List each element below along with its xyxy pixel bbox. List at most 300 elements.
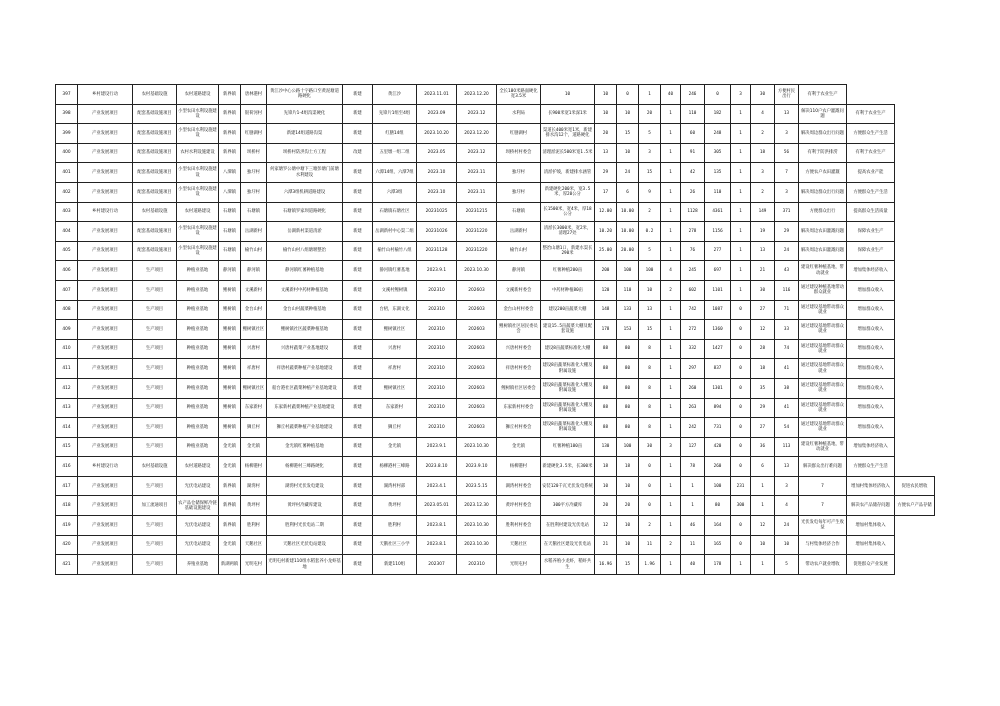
table-cell: 18 — [751, 359, 775, 379]
table-cell: 通过建设基地带动群众就业 — [799, 320, 847, 340]
table-cell: 2023.12 — [457, 143, 497, 163]
table-cell: 1 — [661, 516, 681, 536]
table-cell: 29 — [751, 398, 775, 418]
table-cell: 金台山村 — [241, 300, 267, 320]
table-cell: 56 — [775, 143, 799, 163]
table-cell: 黄坪村 — [373, 496, 417, 516]
table-row — [56, 437, 935, 457]
table-cell: 20 — [595, 496, 617, 516]
table-cell: 245 — [681, 261, 705, 281]
table-cell: 88 — [595, 339, 617, 359]
table-cell: 110 — [705, 182, 731, 202]
table-cell: 10 — [617, 143, 639, 163]
table-cell: 41 — [775, 398, 799, 418]
table-cell: 397 — [56, 85, 78, 105]
table-cell: 方便群众生产生活 — [847, 182, 895, 202]
table-cell: 33 — [775, 320, 799, 340]
table-cell: 岳湖新村 — [497, 222, 541, 242]
table-cell: 水利局 — [497, 104, 541, 124]
table-cell: 2023.12.20 — [457, 124, 497, 144]
table-cell: 410 — [56, 339, 78, 359]
table-cell: 湖湾村 — [241, 476, 267, 496]
table-cell: 202310 — [417, 320, 457, 340]
table-cell: 胜利村 — [241, 516, 267, 536]
table-cell: 300 — [731, 496, 751, 516]
table-cell: 新建 — [343, 300, 373, 320]
table-cell: 407 — [56, 280, 78, 300]
table-cell: 加工流通项目 — [133, 496, 177, 516]
table-cell: 202307 — [417, 555, 457, 575]
table-cell: 2023.5.15 — [457, 476, 497, 496]
table-cell: 24 — [775, 241, 799, 261]
table-cell: 202603 — [457, 300, 497, 320]
table-cell: 船台港社区蔬菜种植产业基地建设 — [267, 378, 343, 398]
table-cell: 731 — [705, 418, 731, 438]
table-cell: 产业发展项目 — [78, 339, 133, 359]
table-cell: 40 — [681, 555, 705, 575]
table-cell: 3 — [731, 85, 751, 105]
table-cell: 祥唐村蔬菜种植产业基地建设 — [267, 359, 343, 379]
table-cell: 解决群众出行难问题 — [799, 457, 847, 477]
table-cell: 10 — [751, 535, 775, 555]
table-cell: 412 — [56, 378, 78, 398]
table-cell: 371 — [775, 202, 799, 222]
table-cell: 新建 — [343, 398, 373, 418]
table-row — [56, 222, 935, 242]
table-cell: 305 — [705, 143, 731, 163]
table-cell: 2023.10.30 — [457, 516, 497, 536]
table-cell: 鲤树镇 — [219, 398, 241, 418]
table-cell: 新界镇 — [219, 104, 241, 124]
table-cell: 新建 — [343, 320, 373, 340]
table-cell: 建设200亩蔬菜大棚 — [541, 300, 595, 320]
table-cell: 417 — [56, 476, 78, 496]
table-cell: 0 — [705, 85, 731, 105]
table-cell: 1 — [661, 143, 681, 163]
table-cell: 2023.10.30 — [457, 535, 497, 555]
table-cell: 416 — [56, 457, 78, 477]
table-cell: 农村基础设施 — [133, 202, 177, 222]
table-cell: 鲤树镇社区 — [241, 378, 267, 398]
table-cell: 鲤树镇 — [219, 280, 241, 300]
table-cell: 1 — [661, 163, 681, 183]
table-cell: 渠道长400米宽1米，新建排水沟12个，道路硬化 — [541, 124, 595, 144]
table-cell: 21 — [751, 261, 775, 281]
table-cell: 小型农田水利设施建设 — [177, 241, 219, 261]
table-cell: 产业发展项目 — [78, 496, 133, 516]
table-cell: 通过建设基地带动群众就业 — [799, 378, 847, 398]
table-cell: 415 — [56, 437, 78, 457]
table-row — [56, 555, 935, 575]
table-cell: 配套基础设施项目 — [133, 182, 177, 202]
table-cell: 小型农田水利设施建设 — [177, 182, 219, 202]
table-cell: 鲤树镇社区居民委员会 — [497, 320, 541, 340]
table-cell: 127 — [681, 437, 705, 457]
table-cell: 兴唐村蔬菜产业基地建设 — [267, 339, 343, 359]
table-cell: 与村集体经济合作 — [799, 535, 847, 555]
table-cell: 2023.10 — [417, 163, 457, 183]
table-cell: 湖湾村村委会 — [497, 476, 541, 496]
table-cell: 生产项目 — [133, 320, 177, 340]
table-cell: 新建14组道路沟渠 — [267, 124, 343, 144]
table-cell: 400 — [56, 143, 78, 163]
table-cell: 405 — [56, 241, 78, 261]
table-cell: 165 — [705, 535, 731, 555]
project-table — [55, 84, 935, 575]
table-cell: 80 — [617, 359, 639, 379]
table-cell: 15 — [639, 163, 661, 183]
table-cell: 20 — [595, 124, 617, 144]
table-cell: 湖湾村光伏发电建设 — [267, 476, 343, 496]
table-cell: 246 — [681, 85, 705, 105]
table-cell: 10.00 — [617, 202, 639, 222]
table-cell: 1 — [661, 124, 681, 144]
table-cell: 1 — [751, 476, 775, 496]
table-cell: 2023.11 — [457, 182, 497, 202]
table-cell: 增加群众收入 — [847, 398, 895, 418]
table-cell: 乡村建设行动 — [78, 202, 133, 222]
table-cell: 894 — [705, 398, 731, 418]
table-cell: 409 — [56, 320, 78, 340]
table-cell: 配套基础设施项目 — [133, 163, 177, 183]
table-cell: 420 — [56, 535, 78, 555]
table-cell: 生产项目 — [133, 437, 177, 457]
table-cell: 0 — [731, 320, 751, 340]
table-cell: 有利于防洪排涝 — [799, 143, 847, 163]
table-cell: 202310 — [417, 378, 457, 398]
table-row — [56, 300, 935, 320]
table-cell: 20 — [639, 104, 661, 124]
table-cell: 1087 — [705, 300, 731, 320]
table-cell: 农村道路建设 — [177, 457, 219, 477]
table-cell: 9 — [639, 182, 661, 202]
table-cell: 红膳14组 — [373, 124, 417, 144]
table-cell: 种植业基地 — [177, 418, 219, 438]
table-cell: 202603 — [457, 339, 497, 359]
table-cell: 4361 — [705, 202, 731, 222]
table-cell: 0.2 — [639, 222, 661, 242]
table-cell: 产业发展项目 — [78, 555, 133, 575]
table-cell: 2023.8.1 — [417, 535, 457, 555]
table-cell: 东家新村 — [373, 398, 417, 418]
table-cell: 产业发展项目 — [78, 182, 133, 202]
table-cell: 13 — [751, 241, 775, 261]
table-cell: 岳湖新村渠道清淤 — [267, 222, 343, 242]
table-cell: 新建硬化200米，宽3.5米，厚20公分 — [541, 182, 595, 202]
table-cell: 1 — [731, 555, 751, 575]
table-cell: 36 — [751, 437, 775, 457]
table-cell: 2023.12.30 — [457, 496, 497, 516]
table-cell: 金光镇 — [373, 437, 417, 457]
table-cell: 胜利村村委会 — [497, 516, 541, 536]
table-cell: 种植业基地 — [177, 359, 219, 379]
table-cell: 生产项目 — [133, 261, 177, 281]
table-cell: 60 — [681, 124, 705, 144]
table-cell: 20231220 — [457, 222, 497, 242]
table-row — [56, 496, 935, 516]
table-cell: 新建 — [343, 378, 373, 398]
table-cell: 解决110户农户灌溉问题 — [799, 104, 847, 124]
table-cell: 生产项目 — [133, 555, 177, 575]
table-cell: 80 — [617, 378, 639, 398]
table-cell: 岳湖新村 — [241, 222, 267, 242]
table-cell: 祥唐村 — [373, 359, 417, 379]
table-cell: 153 — [617, 320, 639, 340]
table-cell: 2023.12 — [457, 104, 497, 124]
table-cell: 2023.10.30 — [457, 261, 497, 281]
table-cell: 15 — [617, 124, 639, 144]
table-cell: 3 — [751, 163, 775, 183]
table-cell: 金光镇红薯种植基地 — [267, 437, 343, 457]
table-cell: 0 — [639, 476, 661, 496]
table-cell: 配套基础设施项目 — [133, 143, 177, 163]
table-cell: 0 — [639, 496, 661, 516]
table-cell: 方便农户产品存储 — [895, 496, 935, 516]
table-cell: 10 — [617, 104, 639, 124]
table-cell: 1 — [751, 555, 775, 575]
table-cell: 10 — [617, 516, 639, 536]
table-cell: 金光镇 — [497, 437, 541, 457]
table-cell: 鲤树镇社区 — [373, 320, 417, 340]
table-cell: 2 — [661, 535, 681, 555]
table-cell: 长1500米，宽4米，厚18公分 — [541, 202, 595, 222]
table-cell: 202310 — [417, 398, 457, 418]
table-cell: 独圩村 — [497, 182, 541, 202]
table-cell: 2 — [639, 202, 661, 222]
table-cell: 农村道路建设 — [177, 202, 219, 222]
table-cell: 新建 — [343, 457, 373, 477]
table-cell: 鲤树镇 — [219, 300, 241, 320]
table-cell: 狮丘村 — [241, 418, 267, 438]
table-cell: 文溪新村委会 — [497, 280, 541, 300]
table-cell: 解决周边群众出行问题 — [799, 182, 847, 202]
table-cell: 配套基础设施项目 — [133, 104, 177, 124]
table-cell: 种植业基地 — [177, 261, 219, 281]
table-cell: 鲤树镇 — [219, 378, 241, 398]
table-cell: 小型农田水利设施建设 — [177, 124, 219, 144]
table-cell: 164 — [705, 516, 731, 536]
table-cell: 产业发展项目 — [78, 378, 133, 398]
table-cell: 红膳湖村 — [497, 124, 541, 144]
table-row — [56, 202, 935, 222]
table-cell: 7 — [799, 476, 847, 496]
table-cell: 420 — [705, 437, 731, 457]
table-cell: 生产项目 — [133, 516, 177, 536]
table-cell: 增加村集体收入 — [847, 535, 895, 555]
table-cell: 113 — [775, 437, 799, 457]
table-cell: 0 — [731, 457, 751, 477]
table-cell: 解决周边群众出行问题 — [799, 124, 847, 144]
table-cell: 胜利村光伏电站二期 — [267, 516, 343, 536]
table-cell: 增加村集体经济收入 — [847, 476, 895, 496]
table-cell: 178 — [705, 555, 731, 575]
table-cell: 26 — [681, 182, 705, 202]
table-cell: 2023.9.10 — [457, 457, 497, 477]
table-cell: 解决周边农田灌溉问题 — [799, 241, 847, 261]
table-cell: 8 — [639, 418, 661, 438]
table-cell: 16.96 — [595, 555, 617, 575]
table-cell: 7 — [775, 163, 799, 183]
table-cell: 30 — [639, 437, 661, 457]
table-cell: 2023.11.01 — [417, 85, 457, 105]
table-cell: 新建 — [343, 359, 373, 379]
table-cell: 1 — [731, 163, 751, 183]
table-cell: 1 — [661, 320, 681, 340]
table-cell: 小型农田水利设施建设 — [177, 222, 219, 242]
table-cell: 30 — [751, 85, 775, 105]
table-cell: 202603 — [457, 378, 497, 398]
table-cell: 保障农业生产 — [847, 222, 895, 242]
table-row — [56, 457, 935, 477]
table-cell: 金光镇 — [219, 535, 241, 555]
table-cell: 石塘镇罗家坝道路硬化 — [267, 202, 343, 222]
table-cell: 榆竹山村 — [497, 241, 541, 261]
table-cell: 200 — [595, 261, 617, 281]
table-cell: 1 — [731, 143, 751, 163]
table-cell: 300平方冷藏库 — [541, 496, 595, 516]
table-cell: 天鹅社区光伏电站建设 — [267, 535, 343, 555]
table-cell: 生产项目 — [133, 535, 177, 555]
table-cell: 0 — [731, 339, 751, 359]
table-cell: 12 — [751, 320, 775, 340]
table-cell: 杨柳港村三峰路 — [373, 457, 417, 477]
table-cell: 149 — [751, 202, 775, 222]
table-cell: 坝桥村防洪沟土方工程 — [267, 143, 343, 163]
table-cell: 提高群众生活质量 — [847, 202, 895, 222]
table-cell: 整治山塘1口，新建水渠长290米 — [541, 241, 595, 261]
table-cell: 11 — [681, 535, 705, 555]
table-cell: 88 — [595, 378, 617, 398]
table-cell: 0 — [731, 516, 751, 536]
table-cell: 1 — [661, 398, 681, 418]
table-cell: 新建 — [343, 241, 373, 261]
table-cell: 黄坪村村委会 — [497, 496, 541, 516]
table-cell: 八潭镇 — [219, 182, 241, 202]
table-cell: 4 — [751, 104, 775, 124]
table-cell: 改建 — [343, 143, 373, 163]
table-cell: 兴唐村 — [241, 339, 267, 359]
table-cell: 8 — [639, 359, 661, 379]
table-cell: 78 — [681, 457, 705, 477]
table-cell: 17 — [595, 182, 617, 202]
table-cell: 生产项目 — [133, 359, 177, 379]
table-cell: 408 — [56, 300, 78, 320]
table-cell: 24 — [617, 163, 639, 183]
table-cell: 增加群众收入 — [847, 378, 895, 398]
table-cell: 通过建设基地带动群众就业 — [799, 300, 847, 320]
table-cell: 先锋片1-4组沟渠硬化 — [267, 104, 343, 124]
table-cell: 2 — [751, 182, 775, 202]
table-cell: 黄江沙中心公路十字路口至黄泥塘道路硬化 — [267, 85, 343, 105]
table-cell: 产业发展项目 — [78, 398, 133, 418]
table-cell: 产业发展项目 — [78, 241, 133, 261]
table-cell: 新建 — [343, 535, 373, 555]
table-cell: 80 — [705, 496, 731, 516]
table-cell: 新建 — [343, 202, 373, 222]
table-cell: 增加群众收入 — [847, 418, 895, 438]
table-cell: 增加村集体收入 — [847, 516, 895, 536]
table-cell: 狮丘村蔬菜种植产业基地建设 — [267, 418, 343, 438]
table-cell: 15 — [617, 555, 639, 575]
table-cell: 24 — [775, 516, 799, 536]
table-cell: 76 — [681, 241, 705, 261]
table-cell: 297 — [681, 359, 705, 379]
table-cell: 1 — [731, 104, 751, 124]
table-cell: 100 — [617, 261, 639, 281]
table-row — [56, 535, 935, 555]
table-cell: 生产项目 — [133, 398, 177, 418]
table-cell: 新界镇 — [219, 124, 241, 144]
table-cell: 方便农户农田灌溉 — [799, 163, 847, 183]
table-cell: 光伏电站建设 — [177, 516, 219, 536]
table-cell: 2023.10.20 — [417, 124, 457, 144]
table-cell: 产业发展项目 — [78, 516, 133, 536]
table-cell: 新建 — [343, 280, 373, 300]
table-cell: 方便村民出行 — [775, 85, 799, 105]
table-cell: 74 — [775, 339, 799, 359]
table-cell: 光伏发电每年可产生收益 — [799, 516, 847, 536]
table-cell: 配套基础设施项目 — [133, 124, 177, 144]
table-cell: 农村基础设施 — [133, 457, 177, 477]
table-row — [56, 476, 935, 496]
table-cell: 建设15.5亩蔬菜大棚及配套设施 — [541, 320, 595, 340]
table-cell: 18 — [751, 143, 775, 163]
table-cell: 新建 — [343, 182, 373, 202]
table-cell: 1 — [661, 378, 681, 398]
table-cell: 10.20 — [595, 222, 617, 242]
table-cell: 20231220 — [457, 241, 497, 261]
table-cell: 277 — [705, 241, 731, 261]
table-cell: 种植业基地 — [177, 437, 219, 457]
table-cell: 13 — [639, 300, 661, 320]
table-cell: 小型农田水利设施建设 — [177, 104, 219, 124]
table-cell: 1 — [661, 359, 681, 379]
table-cell: 0 — [731, 398, 751, 418]
table-cell: 光明屯村 — [497, 555, 541, 575]
table-cell: 2023.05.01 — [417, 496, 457, 516]
table-cell: 401 — [56, 163, 78, 183]
table-cell: 30 — [751, 280, 775, 300]
table-cell: 742 — [681, 300, 705, 320]
table-cell: 杨柳港村 — [497, 457, 541, 477]
table-cell: 天鹅社区 — [497, 535, 541, 555]
table-cell: 0 — [731, 418, 751, 438]
table-cell: 202310 — [417, 359, 457, 379]
table-cell: 13 — [775, 104, 799, 124]
table-cell: 5 — [639, 124, 661, 144]
table-cell: 148 — [595, 300, 617, 320]
table-row — [56, 261, 935, 281]
table-cell: 金台山村蔬菜种植基地 — [267, 300, 343, 320]
table-cell: 54 — [775, 418, 799, 438]
table-cell: 鲤树镇 — [219, 320, 241, 340]
table-cell: 0 — [731, 535, 751, 555]
table-cell: 新界镇 — [219, 476, 241, 496]
table-cell: 石塘镇 — [497, 202, 541, 222]
table-cell: 产业发展项目 — [78, 222, 133, 242]
table-cell: 42 — [681, 163, 705, 183]
table-cell: 新建硬化3.5米，长300米 — [541, 457, 595, 477]
table-cell: 新建 — [343, 261, 373, 281]
table-cell: 10 — [639, 280, 661, 300]
table-cell: 1 — [681, 476, 705, 496]
table-row — [56, 163, 935, 183]
table-cell: 建设8亩蔬菜标准化大棚 — [541, 339, 595, 359]
table-cell: 1 — [661, 555, 681, 575]
table-cell: 1 — [661, 182, 681, 202]
table-cell: 8 — [639, 398, 661, 418]
table-cell: 新建110组 — [373, 555, 417, 575]
